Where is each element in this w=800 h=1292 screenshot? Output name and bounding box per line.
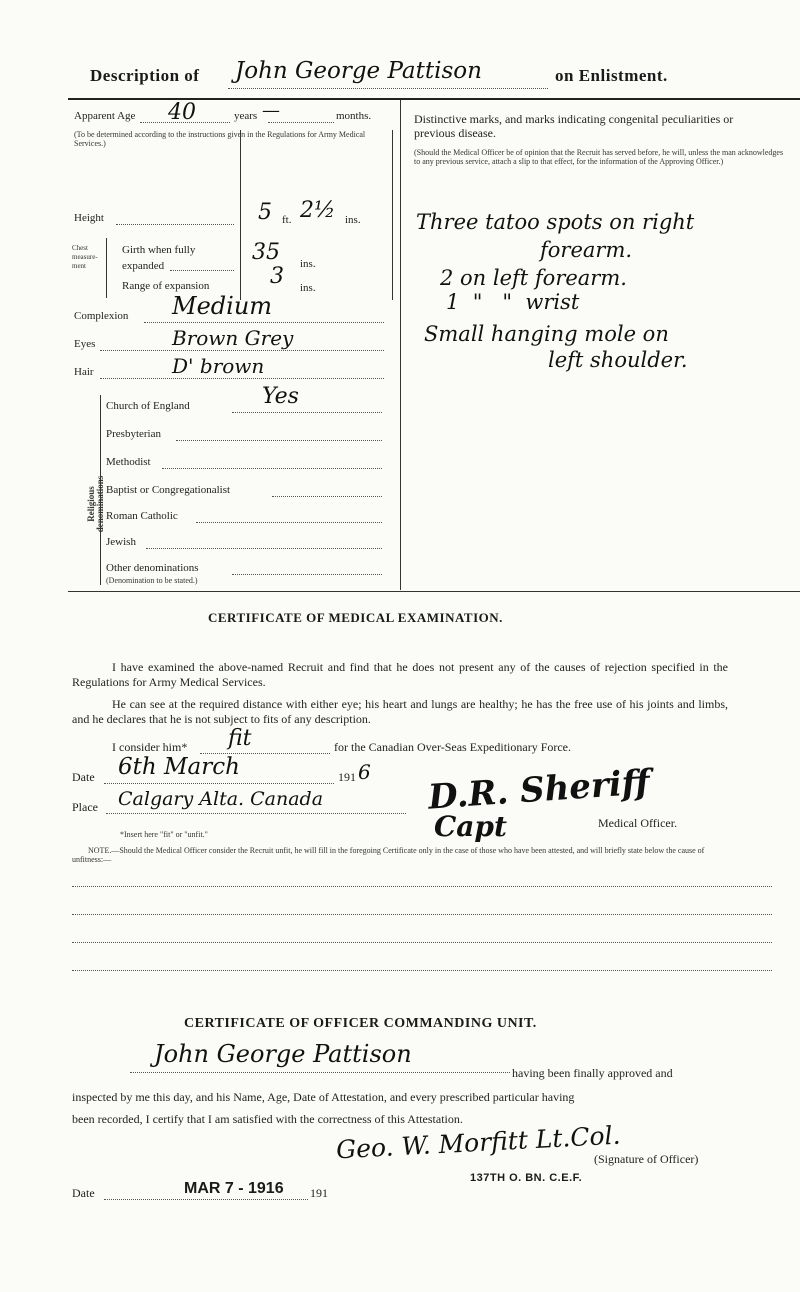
title-recruit-name: John George Pattison [235,58,482,84]
religion-other: Other denominations [106,562,199,574]
insert-note: *Insert here "fit" or "unfit." [120,830,208,839]
girth-label: Girth when fully expanded [122,244,196,272]
unfitness-line-4 [72,970,772,971]
hair-label: Hair [74,366,94,378]
other-denomination-note: (Denomination to be stated.) [106,576,198,585]
commanding-recruit-name: John George Pattison [154,1040,412,1068]
force-text: for the Canadian Over-Seas Expeditionary Force. [334,740,572,754]
measure-box-left [240,130,241,300]
commanding-date-stamp: MAR 7 - 1916 [184,1180,284,1197]
range-ins-label: ins. [300,282,316,294]
consider-value: fit [228,726,252,751]
marks-note: (Should the Medical Officer be of opinion that the Recruit has served before, he will, unless the man acknowledges to any previous service, attach a slip to that effect, for the information of the Approving Officer.) [414,148,784,166]
medical-date-value: 6th March [118,754,240,780]
complexion-value: Medium [172,292,273,320]
religion-presbyterian: Presbyterian [106,428,161,440]
commanding-year-prefix: 191 [310,1186,328,1200]
height-label: Height [74,212,104,224]
eyes-value: Brown Grey [172,326,294,350]
girth-value: 35 [252,240,280,265]
religion-roman-catholic: Roman Catholic [106,510,178,522]
title-suffix: on Enlistment. [555,66,668,85]
unfitness-line-3 [72,942,772,943]
religion-baptist: Baptist or Congregationalist [106,484,231,496]
medical-officer-signature: D.R. Sheriff [426,762,652,818]
section-rule [68,591,800,592]
unfitness-line-2 [72,914,772,915]
commanding-heading: CERTIFICATE OF OFFICER COMMANDING UNIT. [184,1016,537,1031]
religion-label: Religious denominations [86,475,105,533]
complexion-label: Complexion [74,310,129,322]
medical-note: NOTE.—Should the Medical Officer consider the Recruit unfit, he will fill in the foregoing Certificate only in the case of those who have been attested, and will briefly state below the cause of unfitness:— [72,846,705,864]
marks-line-4: 1 " " wrist [446,290,580,314]
marks-label: Distinctive marks, and marks indicating congenital peculiarities or previous disease. [414,112,734,140]
commanding-text-2: inspected by me this day, and his Name, Age, Date of Attestation, and every prescribed particular having [72,1090,575,1104]
hair-value: D' brown [172,354,265,378]
medical-heading: CERTIFICATE OF MEDICAL EXAMINATION. [208,610,503,625]
eyes-label: Eyes [74,338,96,350]
column-divider [400,100,401,590]
months-value: — [262,100,280,121]
range-value: 3 [270,264,284,289]
age-value: 40 [168,100,196,125]
title-prefix: Description of [90,66,200,85]
months-label: months. [336,110,372,122]
height-ins-label: ins. [345,214,361,226]
unit-stamp: 137TH O. BN. C.E.F. [470,1172,583,1184]
ft-label: ft. [282,214,292,226]
consider-label: I consider him* [112,740,188,754]
medical-place-value: Calgary Alta. Canada [118,788,324,810]
medical-year-value: 6 [358,760,371,784]
form-title [90,58,730,92]
commanding-officer-signature: Geo. W. Morfitt Lt.Col. [335,1120,622,1165]
medical-year-prefix: 191 [338,770,356,784]
commanding-text-1: having been finally approved and [512,1066,673,1080]
medical-officer-rank: Capt [434,810,507,843]
commanding-date-label: Date [72,1186,95,1200]
religion-church-of-england-value: Yes [262,384,299,409]
years-label: years [234,110,258,122]
commanding-signature-label: (Signature of Officer) [594,1152,699,1166]
height-in-value: 2½ [300,198,336,223]
religion-church-of-england: Church of England [106,400,190,412]
range-label: Range of expansion [122,280,210,292]
height-ft-value: 5 [258,200,272,225]
marks-line-1: Three tatoo spots on right [416,210,695,234]
marks-line-2: forearm. [540,238,633,262]
age-label: Apparent Age [74,110,136,122]
marks-line-3: 2 on left forearm. [440,266,627,290]
unfitness-line-1 [72,886,772,887]
medical-date-label: Date [72,770,95,784]
chest-label: Chest measure-ment [72,244,98,270]
girth-ins-label: ins. [300,258,316,270]
age-note: (To be determined according to the instructions given in the Regulations for Army Medical Services.) [74,130,366,148]
marks-line-5: Small hanging mole on [424,322,669,346]
commanding-text-3: been recorded, I certify that I am satisfied with the correctness of this Attestation. [72,1112,463,1126]
medical-place-label: Place [72,800,98,814]
medical-officer-label: Medical Officer. [598,816,678,830]
medical-para-1: I have examined the above-named Recruit and find that he does not present any of the causes of rejection specified in the Regulations for Army Medical Services. [72,660,728,689]
measure-box-right [392,130,393,300]
marks-line-6: left shoulder. [548,348,688,372]
religion-methodist: Methodist [106,456,151,468]
medical-para-2: He can see at the required distance with either eye; his heart and lungs are healthy; he has the free use of his joints and limbs, and he declares that he is not subject to fits of any description. [72,697,728,726]
religion-jewish: Jewish [106,536,136,548]
